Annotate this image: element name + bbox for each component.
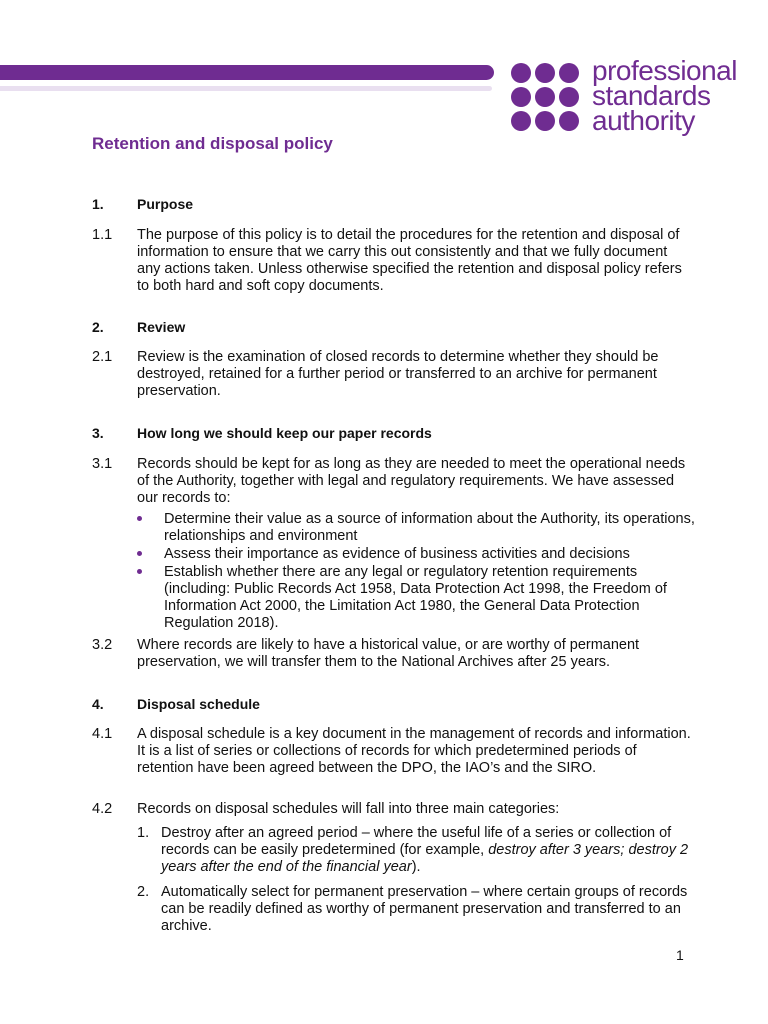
section-2-title: Review <box>137 319 186 335</box>
retention-criteria-list <box>137 511 697 633</box>
paragraph-4-1-number: 4.1 <box>92 726 113 742</box>
logo-wordmark <box>592 55 737 136</box>
page-number: 1 <box>676 947 684 963</box>
list-item: Assess their importance as evidence of business activities and decisions <box>137 546 697 563</box>
bullet-dot-icon <box>137 551 142 556</box>
paragraph-3-1-number: 3.1 <box>92 456 113 472</box>
section-3-title: How long we should keep our paper records <box>137 425 432 441</box>
logo-line-1: professional <box>592 55 737 86</box>
list-item: Establish whether there are any legal or regulatory retention requirements (including: Public Records Act 1958, Data Protection Act 1998, the Freedom of Information Act 2000, the Limitation Act 1980, the General Data Protection Regulation 2018). <box>137 564 697 632</box>
paragraph-1-1-number: 1.1 <box>92 227 113 243</box>
list-item: 1. Destroy after an agreed period – where the useful life of a series or collection of records can be easily predetermined (for example, destroy after 3 years; destroy 2 years after the end of the financial year). <box>137 825 689 875</box>
paragraph-4-2-number: 4.2 <box>92 801 113 817</box>
paragraph-4-1-text: A disposal schedule is a key document in the management of records and information. It is a list of series or collections of records for which predetermined periods of retention have been agreed between the DPO, the IAO’s and the SIRO. <box>137 726 691 776</box>
paragraph-1-1-text: The purpose of this policy is to detail the procedures for the retention and disposal of information to ensure that we carry this out consistently and that we fully document any actions taken. Unless otherwise specified the retention and disposal policy refers to both hard and soft copy documents. <box>137 227 682 294</box>
section-2-number: 2. <box>92 319 104 335</box>
disposal-categories-list <box>137 825 697 935</box>
paragraph-4-2-text: Records on disposal schedules will fall into three main categories: <box>137 801 560 817</box>
section-1-number: 1. <box>92 196 104 212</box>
logo-line-2: standards <box>592 80 711 111</box>
paragraph-3-2-number: 3.2 <box>92 637 113 653</box>
bullet-dot-icon <box>137 516 142 521</box>
section-4-title: Disposal schedule <box>137 696 260 712</box>
paragraph-2-1-number: 2.1 <box>92 349 113 365</box>
paragraph-3-1-text: Records should be kept for as long as they are needed to meet the operational needs of the Authority, together with legal and regulatory requirements. We have assessed our records to: <box>137 456 686 506</box>
paragraph-2-1-text: Review is the examination of closed records to determine whether they should be destroyed, retained for a further period or transferred to an archive for permanent preservation. <box>137 349 659 399</box>
section-3-number: 3. <box>92 425 104 441</box>
list-item: Determine their value as a source of information about the Authority, its operations, relationships and environment <box>137 511 697 545</box>
logo-dots-icon <box>511 63 581 133</box>
document-title: Retention and disposal policy <box>92 134 333 153</box>
paragraph-3-2-text: Where records are likely to have a historical value, or are worthy of permanent preservation, we will transfer them to the National Archives after 25 years. <box>137 637 640 670</box>
section-4-number: 4. <box>92 696 104 712</box>
bullet-dot-icon <box>137 569 142 574</box>
psa-logo <box>511 55 761 138</box>
header-bar-thick <box>0 65 494 80</box>
section-1-title: Purpose <box>137 196 194 212</box>
list-item: 2. Automatically select for permanent preservation – where certain groups of records can be readily defined as worthy of permanent preservation and transferred to an archive. <box>137 884 688 934</box>
logo-line-3: authority <box>592 105 695 136</box>
header-bar-thin <box>0 86 492 91</box>
